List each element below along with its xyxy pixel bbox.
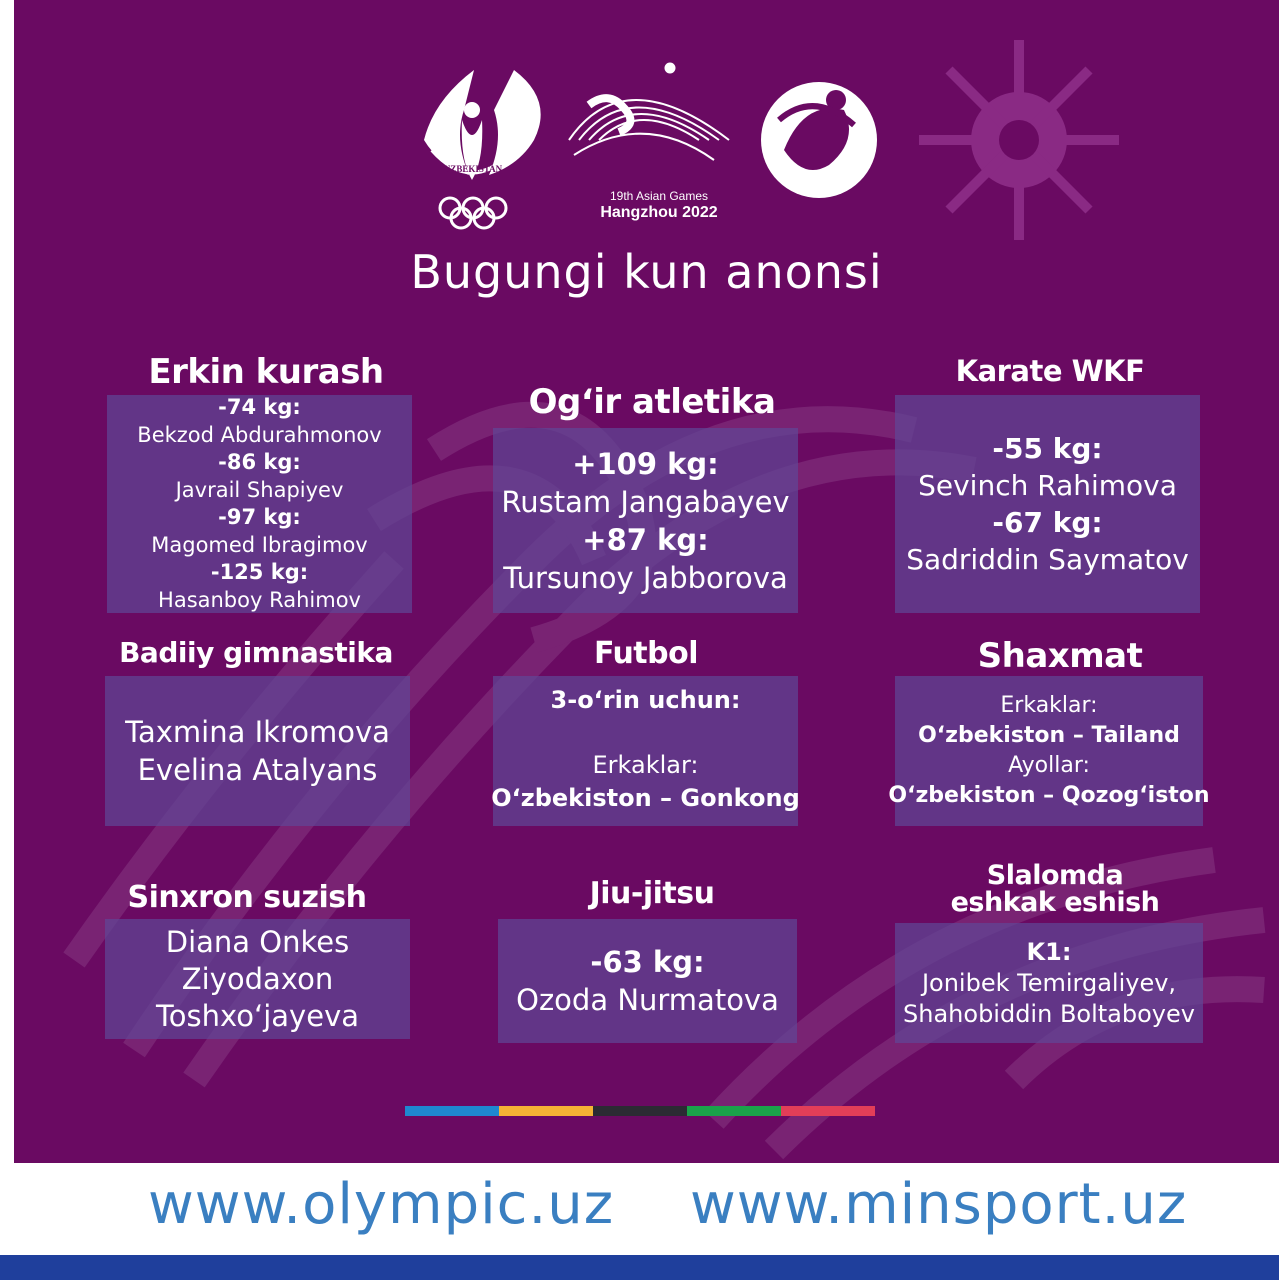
shaxmat-box [888,676,1210,826]
ogir-atletika-heading: Og‘ir atletika [528,382,776,422]
badiiy-gimnastika-box [105,676,410,826]
athlete-name: Jonibek Temirgaliyev, [921,968,1177,997]
bottom-bar [0,1255,1279,1280]
athlete-name: Hasanboy Rahimov [158,587,361,612]
match-stage: 3-o‘rin uchun: [550,686,741,714]
slalom-heading [895,862,1215,916]
ogir-atletika-box [493,428,798,613]
slalom-heading-line2: eshkak eshish [950,887,1160,918]
athlete-name: Magomed Ibragimov [151,532,368,557]
athlete-name: Taxmina Ikromova [125,715,390,749]
karate-box [895,395,1200,613]
match-teams: O‘zbekiston – Gonkong [491,784,800,812]
weight-class: -97 kg: [218,505,301,529]
athlete-name: Diana Onkes [165,924,350,959]
weight-class: -63 kg: [590,945,705,979]
jiu-jitsu-box [498,919,797,1043]
badiiy-gimnastika-heading: Badiiy gimnastika [119,636,393,669]
category-label: Erkaklar: [1000,693,1098,718]
athlete-name: Javrail Shapiyev [175,477,344,502]
category-label: Erkaklar: [592,751,699,779]
category-label: Ayollar: [1008,753,1090,778]
weight-class: -86 kg: [218,450,301,474]
athlete-name: Ziyodaxon [181,961,334,996]
left-edge [0,0,14,1163]
weight-class: -67 kg: [992,506,1103,539]
weight-class: +87 kg: [582,522,709,557]
asian-games-logo-icon [569,63,729,160]
page-title: Bugungi kun anonsi [410,245,883,299]
color-bar-black [593,1106,687,1116]
athlete-name: Tursunoy Jabborova [503,560,788,595]
weight-class: -74 kg: [218,395,301,419]
weight-class: +109 kg: [572,446,719,481]
weight-class: -55 kg: [992,432,1103,465]
athlete-name: Sadriddin Saymatov [906,543,1189,576]
shaxmat-heading: Shaxmat [977,636,1143,676]
color-bar-red [781,1106,875,1116]
match-teams: O‘zbekiston – Tailand [918,723,1180,748]
jiu-jitsu-heading: Jiu-jitsu [589,876,715,911]
athlete-name: Sevinch Rahimova [918,469,1177,502]
slalom-box [895,923,1203,1043]
olympic-rings-icon [440,198,506,228]
svg-text:UZBEKISTAN: UZBEKISTAN [443,164,503,174]
athlete-name: Bekzod Abdurahmonov [137,422,382,447]
olympic-url-link[interactable]: www.olympic.uz [148,1172,615,1237]
color-bar-yellow [499,1106,593,1116]
athlete-name: Ozoda Nurmatova [516,983,779,1017]
match-teams: O‘zbekiston – Qozog‘iston [888,783,1210,808]
sinxron-suzish-box [105,919,410,1039]
athlete-name: Toshxo‘jayeva [155,998,359,1033]
slalom-heading-line1: Slalomda [986,860,1124,891]
poster-background [14,0,1279,1163]
color-bar-blue [405,1106,499,1116]
event-class: K1: [1026,937,1072,966]
athlete-name: Shahobiddin Boltaboyev [903,999,1195,1028]
asian-games-caption [574,190,744,222]
minsport-url-link[interactable]: www.minsport.uz [690,1172,1188,1237]
futbol-box [493,676,798,826]
weight-class: -125 kg: [210,560,309,584]
karate-heading: Karate WKF [955,354,1145,388]
asian-games-line2: Hangzhou 2022 [600,203,718,221]
erkin-kurash-box [107,395,412,613]
sun-icon [919,40,1119,240]
erkin-kurash-heading: Erkin kurash [148,352,384,392]
color-bar-green [687,1106,781,1116]
futbol-heading: Futbol [593,636,699,671]
athlete-name: Rustam Jangabayev [501,484,790,519]
athlete-name: Evelina Atalyans [137,753,378,787]
asian-games-line1: 19th Asian Games [609,189,709,203]
sport-emblem-icon [761,82,877,198]
sinxron-suzish-heading: Sinxron suzish [127,880,367,915]
uzbekistan-noc-emblem-icon [424,70,541,180]
